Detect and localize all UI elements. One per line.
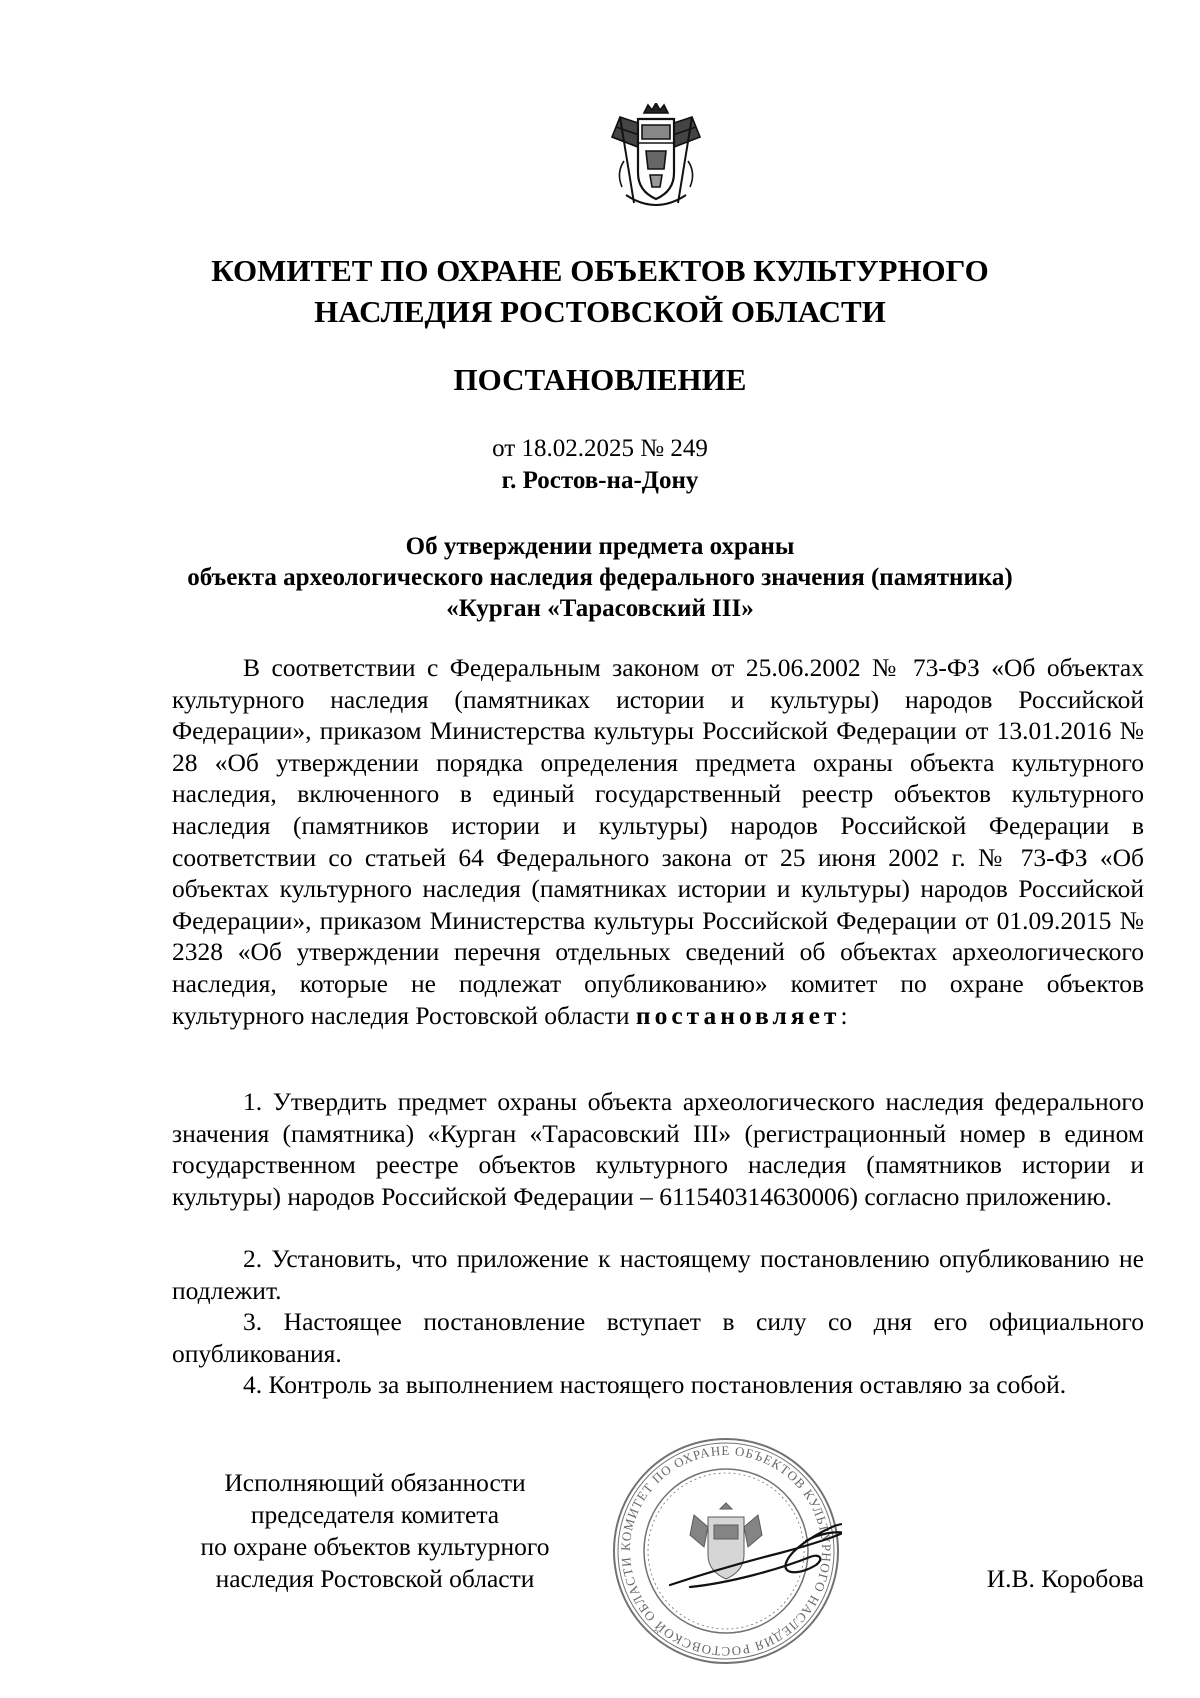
subject-line1: Об утверждении предмета охраны (405, 533, 795, 560)
preamble-paragraph (172, 652, 1144, 1031)
signatory-position-line3: по охране объектов культурного (200, 1532, 550, 1561)
document-type: ПОСТАНОВЛЕНИЕ (453, 362, 747, 397)
preamble-colon: : (840, 1000, 848, 1030)
coat-of-arms-icon (598, 103, 714, 215)
signatory-name: И.В. Коробова (986, 1564, 1144, 1593)
organization-name-line2: НАСЛЕДИЯ РОСТОВСКОЙ ОБЛАСТИ (314, 294, 886, 329)
decree-word: постановляет (635, 1000, 841, 1030)
document-date-number: от 18.02.2025 № 249 (492, 435, 708, 462)
organization-name-line1: КОМИТЕТ ПО ОХРАНЕ ОБЪЕКТОВ КУЛЬТУРНОГО (211, 253, 989, 288)
decree-item-1: 1. Утвердить предмет охраны объекта археологического наследия федерального значения (памятника) «Курган «Тарасовский III» (регистрационный номер в едином государственном реестре объектов культурного наследия (памятников истории и культуры) народов Российской Федерации – 611540314630006) согласно приложению. (172, 1087, 1144, 1211)
preamble-text: В соответствии с Федеральным законом от 25.06.2002 № 73-ФЗ «Об объектах культурного наследия (памятниках истории и культуры) народов Российской Федерации», приказом Министерства культуры Российской Федерации от 13.01.2016 № 28 «Об утверждении порядка определения предмета охраны объекта культурного наследия, включенного в единый государственный реестр объектов культурного наследия (памятников истории и культуры) народов Российской Федерации в соответствии со статьей 64 Федерального закона от 25 июня 2002 г. № 73-ФЗ «Об объектах культурного наследия (памятниках истории и культуры) народов Российской Федерации», приказом Министерства культуры Российской Федерации от 01.09.2015 № 2328 «Об утверждении перечня отдельных сведений об объектах археологического наследия, которые не подлежат опубликованию» комитет по охране объектов культурного наследия Ростовской области (172, 653, 1144, 1030)
document-subject (0, 531, 1200, 624)
organization-name (0, 250, 1200, 332)
decree-item-3: 3. Настоящее постановление вступает в силу со дня его официального опубликования. (172, 1307, 1144, 1368)
signatory-position-line4: наследия Ростовской области (215, 1564, 535, 1593)
official-seal-icon (610, 1435, 842, 1667)
seal-text: КОМИТЕТ ПО ОХРАНЕ ОБЪЕКТОВ КУЛЬТУРНОГО НАСЛЕДИЯ РОСТОВСКОЙ ОБЛАСТИ (617, 1442, 835, 1660)
subject-line2: объекта археологического наследия федерального значения (памятника) (187, 564, 1013, 591)
decree-item-4: 4. Контроль за выполнением настоящего постановления оставляю за собой. (243, 1370, 1067, 1399)
signatory-position-line1: Исполняющий обязанности (224, 1468, 526, 1497)
subject-line3: «Курган «Тарасовский III» (446, 595, 754, 622)
signatory-position (150, 1467, 600, 1595)
document-city: г. Ростов-на-Дону (501, 467, 699, 494)
signatory-position-line2: председателя комитета (250, 1500, 500, 1529)
decree-item-2: 2. Установить, что приложение к настоящему постановлению опубликованию не подлежит. (172, 1244, 1144, 1305)
